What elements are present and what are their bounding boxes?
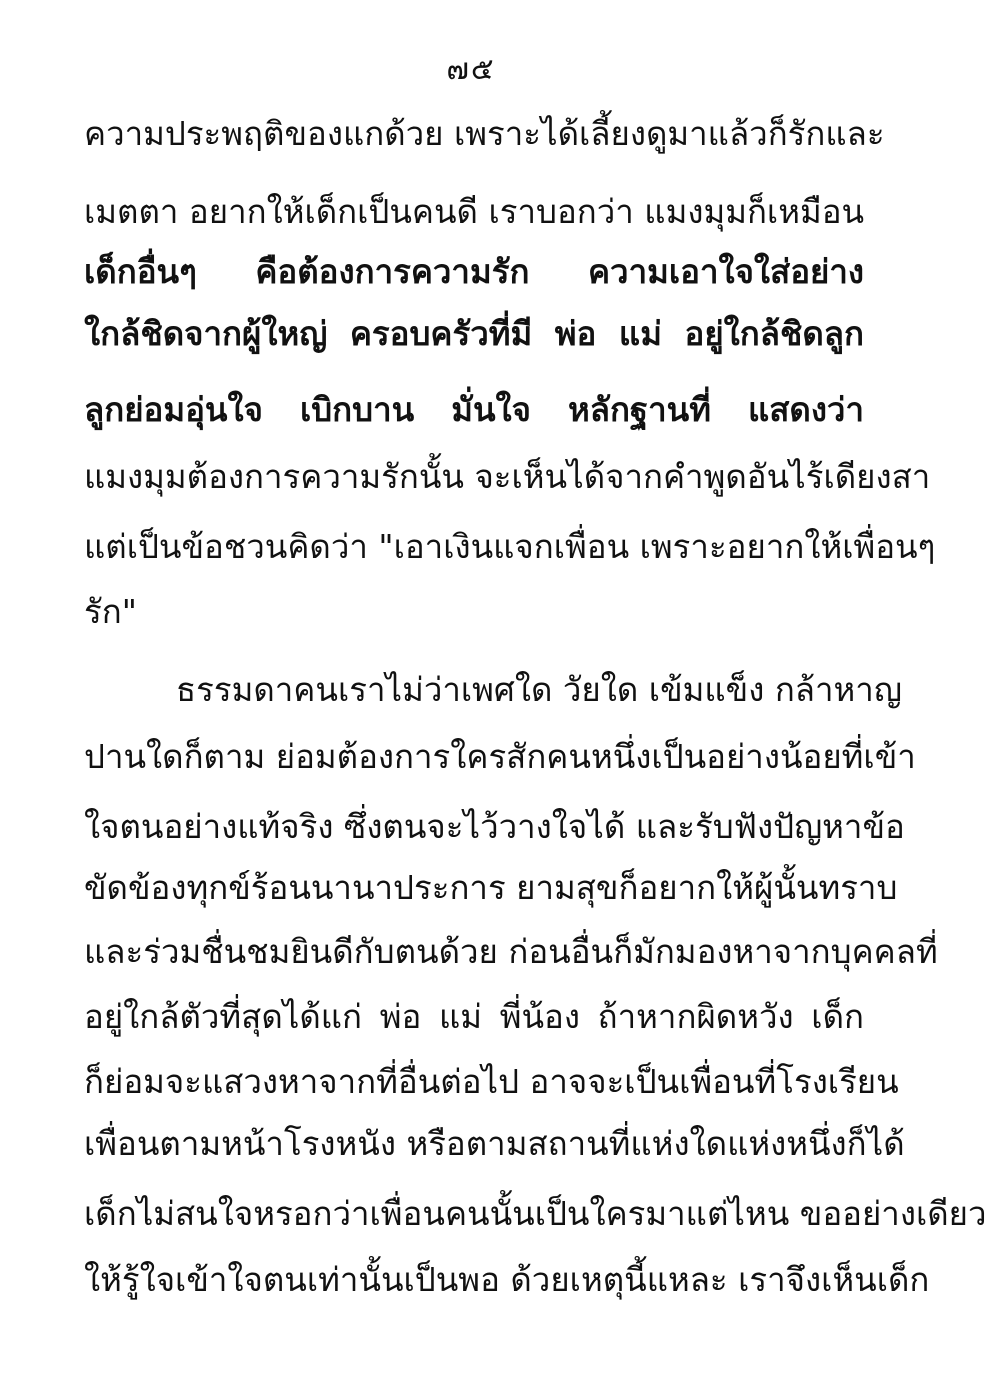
paragraph-1-line-3: เด็กอื่นๆ คือต้องการความรัก ความเอาใจใส่อย่าง bbox=[84, 252, 864, 291]
paragraph-1-line-8: รัก" bbox=[84, 592, 137, 631]
paragraph-1-line-7: แต่เป็นข้อชวนคิดว่า "เอาเงินแจกเพื่อน เพราะอยากให้เพื่อนๆ bbox=[84, 527, 936, 566]
paragraph-2-line-1: ธรรมดาคนเราไม่ว่าเพศใด วัยใด เข้มแข็ง กล้าหาญ bbox=[176, 670, 902, 709]
paragraph-1-line-1: ความประพฤติของแกด้วย เพราะได้เลี้ยงดูมาแล้วก็รักและ bbox=[84, 114, 885, 153]
paragraph-2-line-5: และร่วมชื่นชมยินดีกับตนด้วย ก่อนอื่นก็มักมองหาจากบุคคลที่ bbox=[84, 932, 938, 971]
page-number: ๗๕ bbox=[446, 52, 496, 87]
paragraph-2-line-9: เด็กไม่สนใจหรอกว่าเพื่อนคนนั้นเป็นใครมาแต่ไหน ขออย่างเดียว bbox=[84, 1194, 987, 1233]
paragraph-2-line-3: ใจตนอย่างแท้จริง ซึ่งตนจะไว้วางใจได้ และรับฟังปัญหาข้อ bbox=[84, 807, 905, 846]
paragraph-2-line-4: ขัดข้องทุกข์ร้อนนานาประการ ยามสุขก็อยากให้ผู้นั้นทราบ bbox=[84, 868, 898, 907]
paragraph-1-line-2: เมตตา อยากให้เด็กเป็นคนดี เราบอกว่า แมงมุมก็เหมือน bbox=[84, 192, 865, 231]
paragraph-1-line-5: ลูกย่อมอุ่นใจ เบิกบาน มั่นใจ หลักฐานที่ แสดงว่า bbox=[84, 390, 864, 429]
paragraph-1-line-4: ใกล้ชิดจากผู้ใหญ่ ครอบครัวที่มี พ่อ แม่ อยู่ใกล้ชิดลูก bbox=[84, 314, 864, 353]
paragraph-2-line-7: ก็ย่อมจะแสวงหาจากที่อื่นต่อไป อาจจะเป็นเพื่อนที่โรงเรียน bbox=[84, 1062, 899, 1101]
paragraph-2-line-10: ให้รู้ใจเข้าใจตนเท่านั้นเป็นพอ ด้วยเหตุนี้แหละ เราจึงเห็นเด็ก bbox=[84, 1260, 930, 1299]
paragraph-2-line-6: อยู่ใกล้ตัวที่สุดได้แก่ พ่อ แม่ พี่น้อง ถ้าหากผิดหวัง เด็ก bbox=[84, 997, 864, 1036]
paragraph-2-line-2: ปานใดก็ตาม ย่อมต้องการใครสักคนหนึ่งเป็นอย่างน้อยที่เข้า bbox=[84, 737, 916, 776]
paragraph-2-line-8: เพื่อนตามหน้าโรงหนัง หรือตามสถานที่แห่งใดแห่งหนึ่งก็ได้ bbox=[84, 1124, 905, 1163]
paragraph-1-line-6: แมงมุมต้องการความรักนั้น จะเห็นได้จากคำพูดอันไร้เดียงสา bbox=[84, 457, 931, 496]
